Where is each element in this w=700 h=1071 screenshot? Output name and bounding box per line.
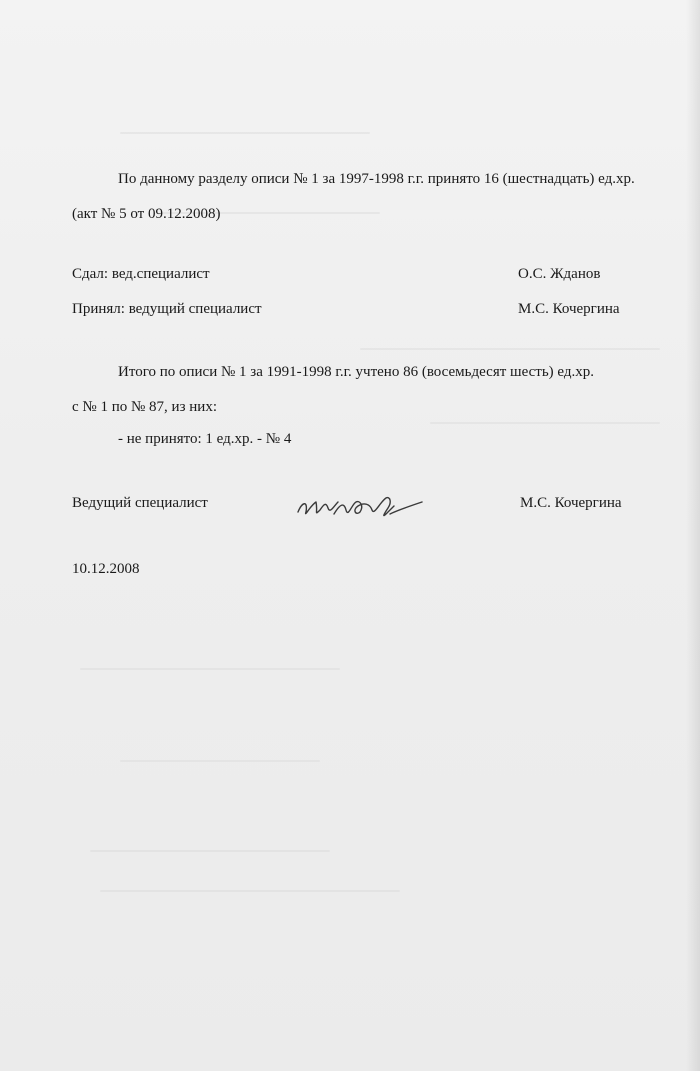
received-label: Принял: ведущий специалист <box>72 301 262 317</box>
bleed-through-line <box>120 132 370 134</box>
document-date: 10.12.2008 <box>72 561 140 577</box>
paragraph-total-line1: Итого по описи № 1 за 1991-1998 г.г. учтено 86 (восемьдесят шесть) ед.хр. <box>118 364 595 380</box>
bleed-through-line <box>100 890 400 892</box>
received-name: М.С. Кочергина <box>518 301 620 317</box>
paragraph-accepted-line2: (акт № 5 от 09.12.2008) <box>72 206 221 222</box>
handed-over-name: О.С. Жданов <box>518 266 601 282</box>
bleed-through-line <box>360 348 660 350</box>
handed-over-label: Сдал: вед.специалист <box>72 266 210 282</box>
lead-specialist-label: Ведущий специалист <box>72 495 208 511</box>
handwritten-signature <box>290 488 430 528</box>
paragraph-total-line2: с № 1 по № 87, из них: <box>72 399 217 415</box>
page-edge-shadow <box>686 0 700 1071</box>
bleed-through-line <box>80 668 340 670</box>
bleed-through-line <box>120 760 320 762</box>
bleed-through-line <box>90 850 330 852</box>
bleed-through-line <box>430 422 660 424</box>
paragraph-accepted-line1: По данному разделу описи № 1 за 1997-1998 г.г. принято 16 (шестнадцать) ед.хр. <box>118 171 635 187</box>
paragraph-total-line3: - не принято: 1 ед.хр. - № 4 <box>118 431 292 447</box>
lead-specialist-name: М.С. Кочергина <box>520 495 622 511</box>
